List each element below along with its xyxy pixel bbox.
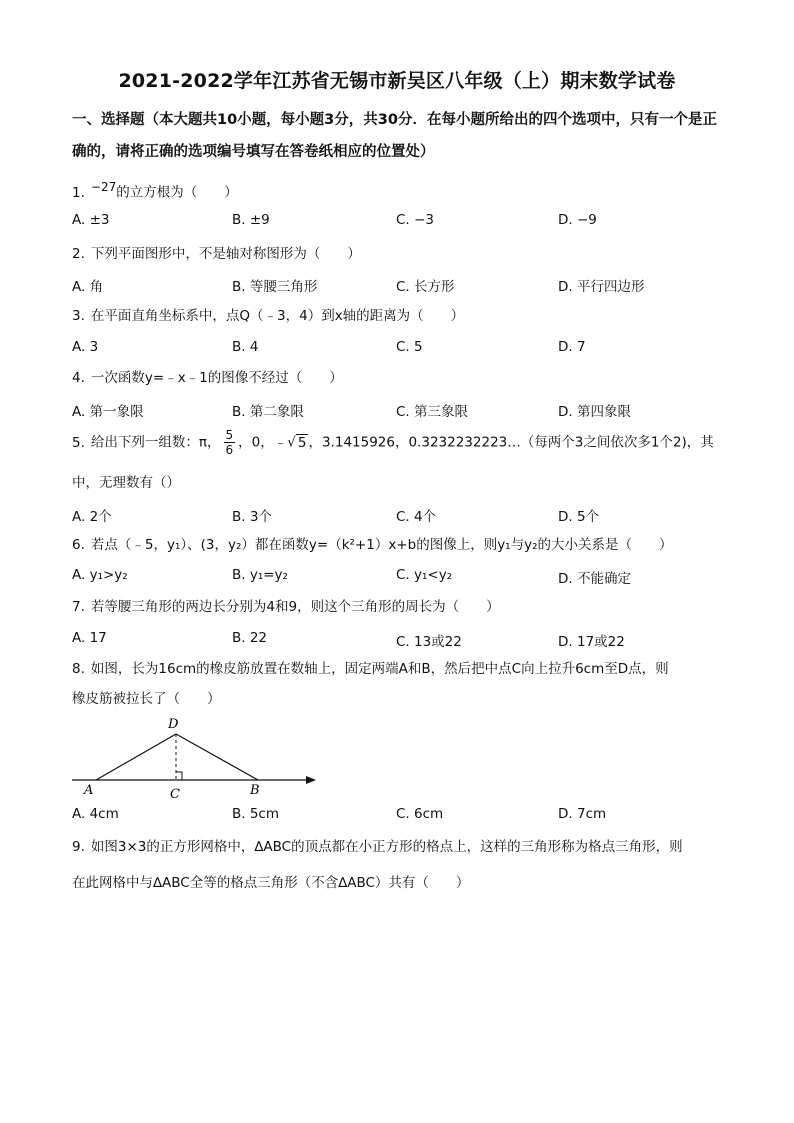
fraction-numerator: 5 — [225, 428, 234, 442]
question-6 — [72, 532, 722, 558]
option-d: D. 第四象限 — [558, 404, 631, 420]
option-b: B. 4 — [232, 339, 259, 355]
option-a: A. 第一象限 — [72, 404, 144, 420]
question-9-line-2: 在此网格中与∆ABC全等的格点三角形（不含∆ABC）共有（ ） — [72, 875, 470, 891]
options-2 — [72, 275, 722, 297]
question-7 — [72, 594, 722, 620]
question-number: 8. — [72, 661, 85, 677]
option-d: D. 5个 — [558, 509, 600, 525]
sqrt-radicand: 5 — [297, 434, 307, 451]
question-8 — [72, 656, 722, 682]
question-text: 若点（﹣5，y₁）、(3，y₂）都在函数y=（k²+1）x+b的图像上，则y₁与y₂的大小关系是（ ） — [90, 537, 673, 553]
question-text: 给出下列一组数：π， — [90, 434, 221, 451]
option-b: B. y₁=y₂ — [232, 567, 288, 583]
question-text: ，0，﹣ — [238, 434, 288, 451]
option-c: C. 6cm — [396, 806, 444, 822]
option-a: A. ±3 — [72, 212, 110, 228]
question-4 — [72, 365, 722, 391]
options-1 — [72, 212, 722, 234]
question-3 — [72, 303, 722, 329]
options-8 — [72, 806, 722, 828]
segment-db — [176, 734, 258, 780]
option-a: A. 4cm — [72, 806, 119, 822]
label-c: C — [170, 787, 180, 802]
question-text: 如图3×3的正方形网格中，∆ABC的顶点都在小正方形的格点上，这样的三角形称为格点三角形，则 — [90, 839, 683, 855]
question-number: 3. — [72, 308, 85, 324]
option-d: D. 7 — [558, 339, 586, 355]
rubber-band-diagram — [70, 712, 330, 802]
option-c: C. 4个 — [396, 509, 437, 525]
option-c: C. −3 — [396, 212, 434, 228]
arrow-head-icon — [306, 776, 316, 784]
option-c: C. 长方形 — [396, 279, 455, 295]
question-5-line-2: 中，无理数有（） — [72, 475, 180, 491]
option-a: A. 3 — [72, 339, 99, 355]
option-c: C. 第三象限 — [396, 404, 469, 420]
question-text: 下列平面图形中，不是轴对称图形为（ ） — [90, 246, 361, 262]
option-d: D. −9 — [558, 212, 597, 228]
option-d: D. 7cm — [558, 806, 607, 822]
math-expression: −27 — [90, 180, 117, 194]
question-text: 如图，长为16cm的橡皮筋放置在数轴上，固定两端A和B，然后把中点C向上拉升6cm至D点，则 — [90, 661, 669, 677]
question-text: 在平面直角坐标系中，点Q（﹣3，4）到x轴的距离为（ ） — [90, 308, 465, 324]
question-1 — [72, 174, 722, 206]
label-a: A — [84, 783, 94, 798]
question-5: 5. 给出下列一组数：π， $\frac{5}{6}$ ，0，﹣√ 5 ，3.1415926，0.3232232223…（每两个3之间依次多1个2)，其 — [72, 428, 714, 457]
question-text: 的立方根为（ ） — [116, 184, 238, 201]
section-heading: 一、选择题（本大题共10小题，每小题3分，共30分．在每小题所给出的四个选项中，只有一个是正确的，请将正确的选项编号填写在答卷纸相应的位置处） — [72, 112, 717, 160]
segment-ad — [96, 734, 176, 780]
option-d: D. 不能确定 — [558, 571, 631, 587]
question-number: 9. — [72, 839, 85, 855]
option-a: A. 17 — [72, 630, 107, 646]
question-9 — [72, 834, 722, 860]
option-b: B. ±9 — [232, 212, 270, 228]
right-angle-mark — [176, 772, 182, 780]
label-d: D — [168, 717, 179, 732]
options-6 — [72, 567, 722, 589]
label-b: B — [250, 783, 260, 798]
option-c: C. y₁<y₂ — [396, 567, 453, 583]
options-7 — [72, 630, 722, 652]
question-number: 1. — [72, 184, 85, 201]
option-c: C. 13或22 — [396, 634, 462, 650]
question-text: 若等腰三角形的两边长分别为4和9，则这个三角形的周长为（ ） — [90, 599, 500, 615]
question-2 — [72, 241, 722, 267]
options-4 — [72, 400, 722, 422]
options-5 — [72, 505, 722, 527]
option-b: B. 22 — [232, 630, 268, 646]
option-b: B. 等腰三角形 — [232, 279, 318, 295]
fraction — [224, 428, 236, 457]
option-a: A. 2个 — [72, 509, 112, 525]
option-b: B. 5cm — [232, 806, 280, 822]
question-number: 5. — [72, 434, 85, 451]
page-title: 2021-2022学年江苏省无锡市新吴区八年级（上）期末数学试卷 — [118, 70, 676, 92]
option-a: A. 角 — [72, 279, 104, 295]
question-number: 6. — [72, 537, 85, 553]
question-text: 一次函数y=﹣x﹣1的图像不经过（ ） — [90, 370, 343, 386]
question-number: 7. — [72, 599, 85, 615]
question-number: 2. — [72, 246, 85, 262]
option-c: C. 5 — [396, 339, 423, 355]
option-b: B. 第二象限 — [232, 404, 304, 420]
fraction-denominator: 6 — [225, 443, 234, 457]
question-text: ，3.1415926，0.3232232223…（每两个3之间依次多1个2)，其 — [308, 434, 714, 451]
option-d: D. 平行四边形 — [558, 279, 645, 295]
question-8-line-2: 橡皮筋被拉长了（ ） — [72, 691, 221, 707]
option-a: A. y₁>y₂ — [72, 567, 128, 583]
question-number: 4. — [72, 370, 85, 386]
option-b: B. 3个 — [232, 509, 272, 525]
options-3 — [72, 339, 722, 361]
option-d: D. 17或22 — [558, 634, 625, 650]
